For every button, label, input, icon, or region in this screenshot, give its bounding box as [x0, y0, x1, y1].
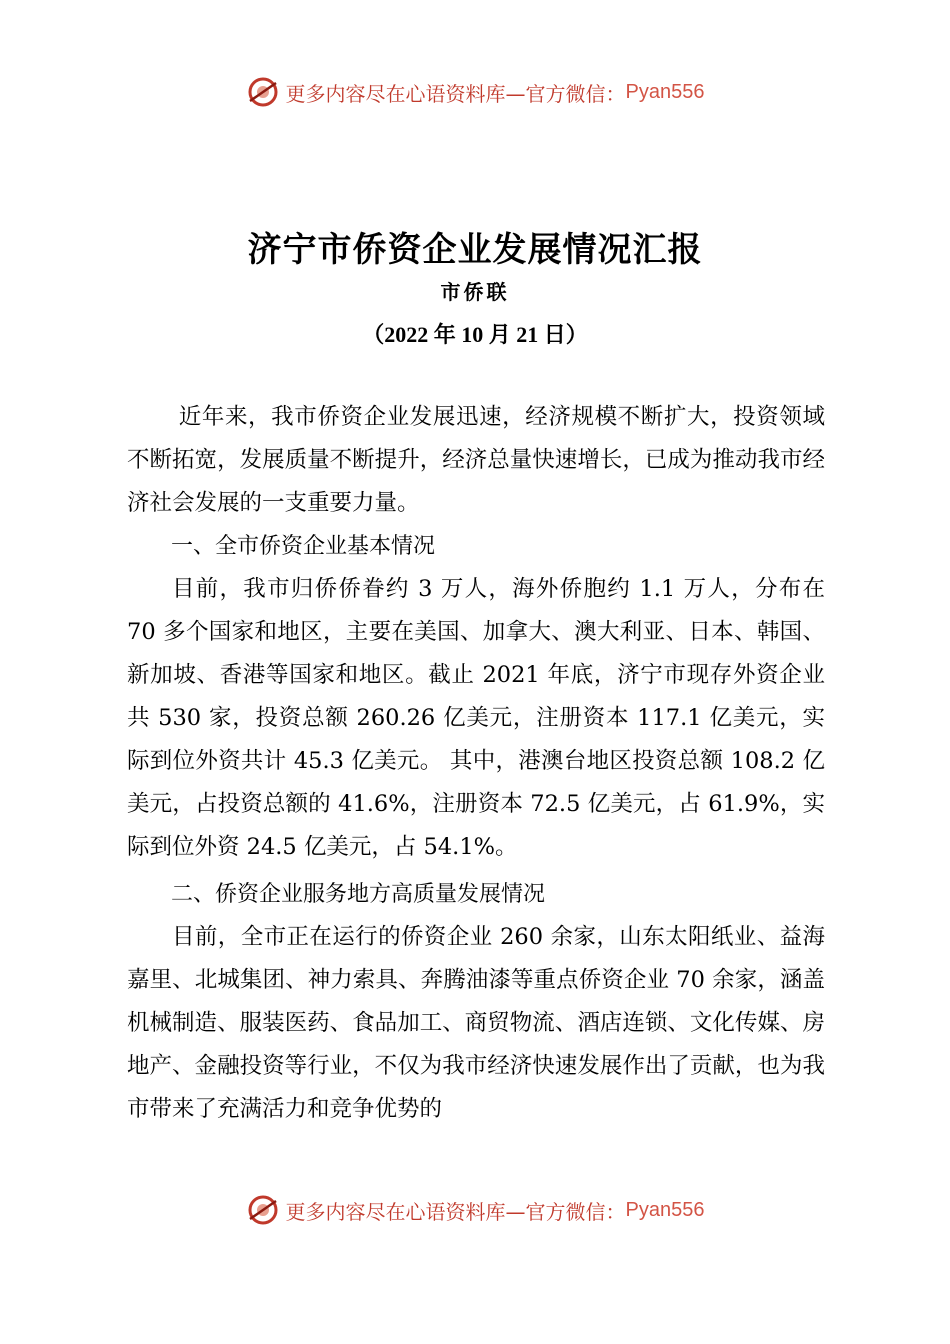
header-watermark [0, 72, 950, 112]
watermark-logo-icon [246, 1193, 280, 1227]
document-date: （2022 年 10 月 21 日） [362, 322, 588, 347]
document-title: 济宁市侨资企业发展情况汇报 [247, 230, 703, 270]
document-body [127, 396, 825, 1131]
watermark-wechat-id: Pyan556 [625, 1198, 705, 1221]
intro-paragraph: 近年来，我市侨资企业发展迅速，经济规模不断扩大，投资领域不断拓宽，发展质量不断提升，经济总量快速增长，已成为推动我市经济社会发展的一支重要力量。 [127, 404, 825, 516]
section-2-heading: 二、侨资企业服务地方高质量发展情况 [171, 882, 546, 907]
watermark-text: 更多内容尽在心语资料库—官方微信： [285, 1199, 626, 1224]
section-1-paragraph: 目前，我市归侨侨眷约 3 万人，海外侨胞约 1.1 万人，分布在 70 多个国家和地区，主要在美国、加拿大、澳大利亚、日本、韩国、新加坡、香港等国家和地区。截止 2021 年底，济宁市现存外资企业共 530 家，投资总额 260.26 亿美元，注册资本 117.1 亿美元，实际到位外资共计 45.3 亿美元。 其中，港澳台地区投资总额 108.2 亿美元，占投资总额的 41.6%，注册资本 72.5 亿美元，占 61.9%，实际到位外资 24.5 亿美元，占 54.1%。 [127, 576, 825, 860]
watermark-text: 更多内容尽在心语资料库—官方微信： [285, 81, 626, 106]
watermark-wechat-id: Pyan556 [625, 80, 705, 103]
footer-watermark [0, 1190, 950, 1230]
document-org: 市侨联 [440, 280, 510, 304]
section-2-paragraph: 目前，全市正在运行的侨资企业 260 余家，山东太阳纸业、益海嘉里、北城集团、神力索具、奔腾油漆等重点侨资企业 70 余家，涵盖机械制造、服装医药、食品加工、商贸物流、酒店连锁、文化传媒、房地产、金融投资等行业，不仅为我市经济快速发展作出了贡献，也为我市带来了充满活力和竞争优势的 [127, 924, 825, 1122]
watermark-logo-icon [246, 75, 280, 109]
section-1-heading: 一、全市侨资企业基本情况 [171, 534, 436, 559]
